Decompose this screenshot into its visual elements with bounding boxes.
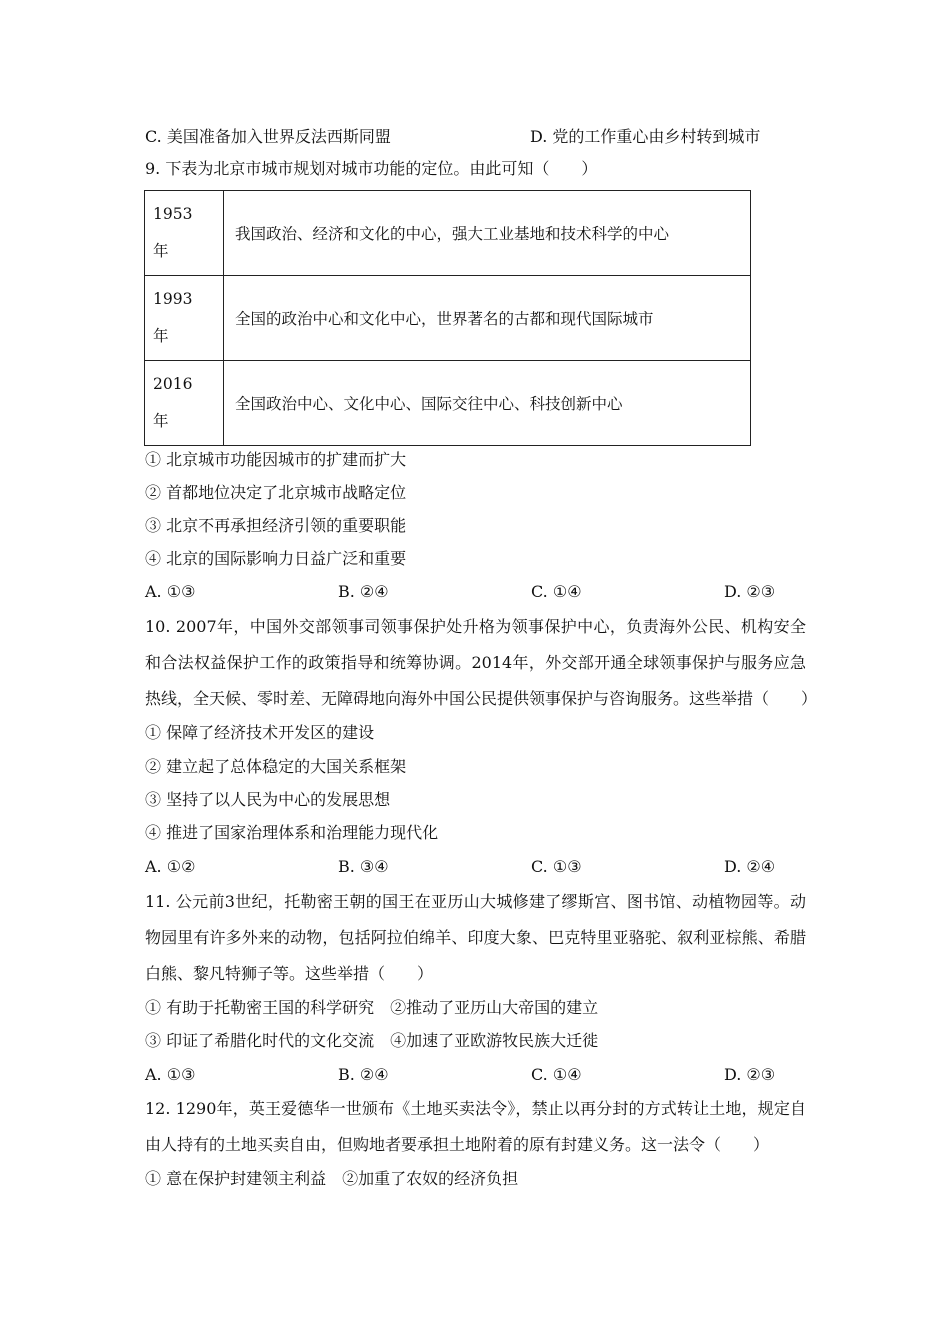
q9-option-c: C. ①④	[531, 582, 582, 601]
table-year-cell	[145, 276, 224, 361]
year-number: 1993	[153, 290, 193, 308]
year-unit: 年	[153, 412, 169, 430]
q9-item-4: ④ 北京的国际影响力日益广泛和重要	[145, 549, 407, 568]
q9-item-3: ③ 北京不再承担经济引领的重要职能	[145, 516, 407, 535]
q12-items-line-1: ① 意在保护封建领主利益 ②加重了农奴的经济负担	[145, 1169, 519, 1188]
q9-option-b: B. ②④	[338, 582, 389, 601]
q11-stem-line-1: 11. 公元前3世纪，托勒密王朝的国王在亚历山大城修建了缪斯宫、图书馆、动植物园等。动	[145, 892, 806, 911]
table-desc-cell: 我国政治、经济和文化的中心，强大工业基地和技术科学的中心	[224, 191, 751, 276]
year-unit: 年	[153, 242, 169, 260]
q10-item-2: ② 建立起了总体稳定的大国关系框架	[145, 757, 407, 776]
year-unit: 年	[153, 327, 169, 345]
q9-option-a: A. ①③	[145, 582, 196, 601]
q11-items-line-2: ③ 印证了希腊化时代的文化交流 ④加速了亚欧游牧民族大迁徙	[145, 1031, 599, 1050]
q10-stem-line-1: 10. 2007年，中国外交部领事司领事保护处升格为领事保护中心，负责海外公民、机构安全	[145, 617, 806, 636]
q8-option-d: D. 党的工作重心由乡村转到城市	[530, 127, 761, 146]
q11-stem-line-3: 白熊、黎凡特狮子等。这些举措（ ）	[145, 964, 434, 983]
q9-item-2: ② 首都地位决定了北京城市战略定位	[145, 483, 407, 502]
q11-option-a: A. ①③	[145, 1065, 196, 1084]
q10-option-c: C. ①③	[531, 857, 582, 876]
q10-option-a: A. ①②	[145, 857, 196, 876]
year-number: 2016	[153, 375, 193, 393]
q11-option-c: C. ①④	[531, 1065, 582, 1084]
q10-item-4: ④ 推进了国家治理体系和治理能力现代化	[145, 823, 439, 842]
table-row	[145, 361, 751, 446]
q9-stem: 9. 下表为北京市城市规划对城市功能的定位。由此可知（ ）	[145, 159, 598, 178]
q8-option-c: C. 美国准备加入世界反法西斯同盟	[145, 127, 391, 146]
table-year-cell	[145, 361, 224, 446]
q11-option-d: D. ②③	[724, 1065, 776, 1084]
q9-option-d: D. ②③	[724, 582, 776, 601]
q10-option-b: B. ③④	[338, 857, 389, 876]
table-year-cell	[145, 191, 224, 276]
table-row	[145, 276, 751, 361]
table-desc-cell: 全国政治中心、文化中心、国际交往中心、科技创新中心	[224, 361, 751, 446]
year-number: 1953	[153, 205, 193, 223]
table-row	[145, 191, 751, 276]
q10-stem-line-2: 和合法权益保护工作的政策指导和统筹协调。2014年，外交部开通全球领事保护与服务应急	[145, 653, 806, 672]
q11-stem-line-2: 物园里有许多外来的动物，包括阿拉伯绵羊、印度大象、巴克特里亚骆驼、叙利亚棕熊、希腊	[145, 928, 806, 947]
q11-items-line-1: ① 有助于托勒密王国的科学研究 ②推动了亚历山大帝国的建立	[145, 998, 599, 1017]
q9-item-1: ① 北京城市功能因城市的扩建而扩大	[145, 450, 407, 469]
q11-option-b: B. ②④	[338, 1065, 389, 1084]
table-desc-cell: 全国的政治中心和文化中心，世界著名的古都和现代国际城市	[224, 276, 751, 361]
q9-table	[144, 190, 751, 446]
q10-item-1: ① 保障了经济技术开发区的建设	[145, 723, 375, 742]
q12-stem-line-2: 由人持有的土地买卖自由，但购地者要承担土地附着的原有封建义务。这一法令（ ）	[145, 1135, 770, 1154]
q12-stem-line-1: 12. 1290年，英王爱德华一世颁布《土地买卖法令》，禁止以再分封的方式转让土地，规定自	[145, 1099, 806, 1118]
q10-item-3: ③ 坚持了以人民为中心的发展思想	[145, 790, 391, 809]
q10-option-d: D. ②④	[724, 857, 776, 876]
q10-stem-line-3: 热线，全天候、零时差、无障碍地向海外中国公民提供领事保护与咨询服务。这些举措（ ）	[145, 689, 818, 708]
